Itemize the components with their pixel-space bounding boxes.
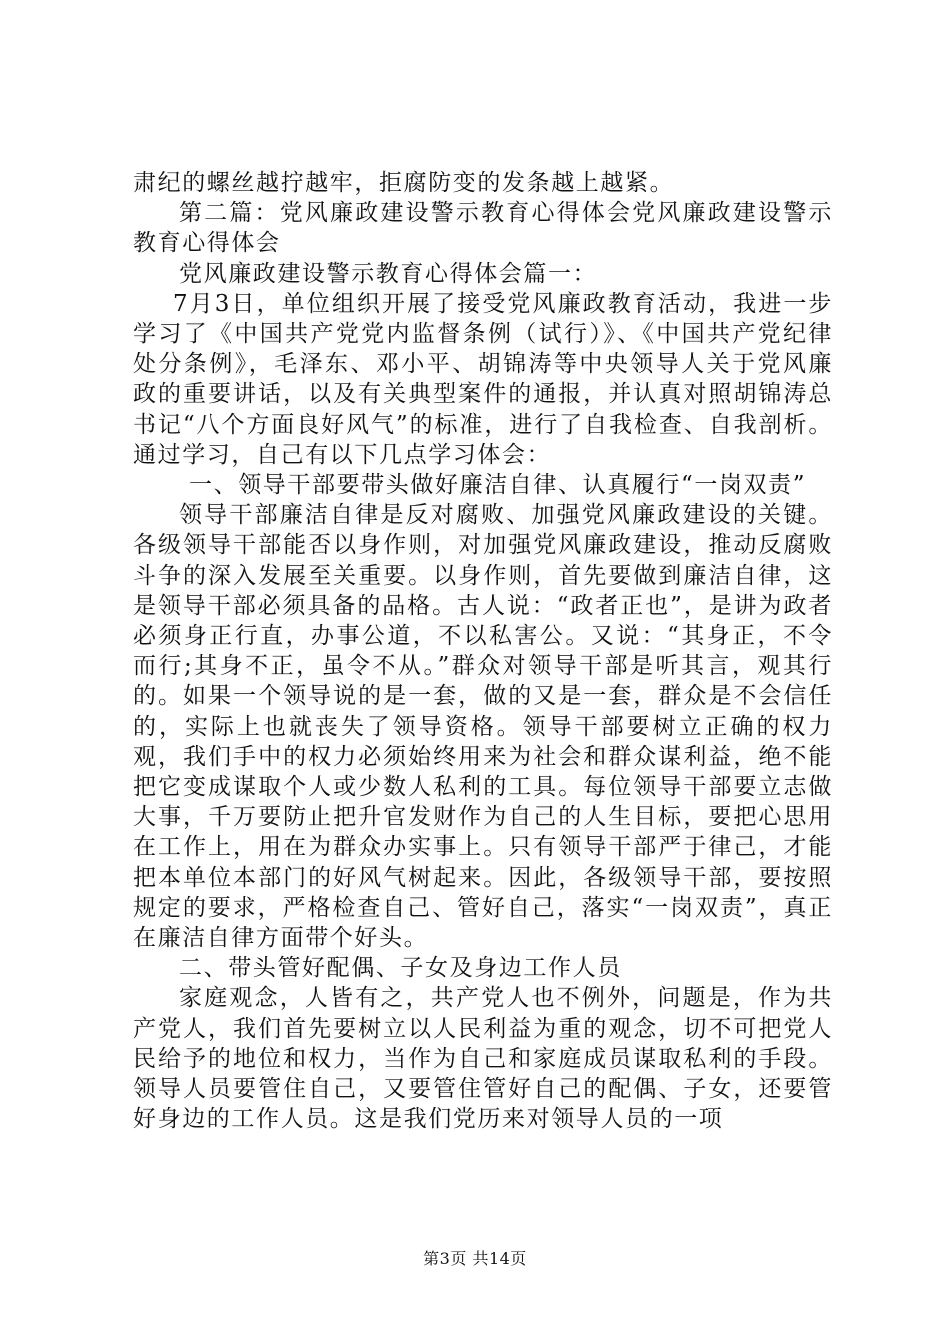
article-title: 党风廉政建设警示教育心得体会篇一： bbox=[179, 260, 598, 287]
subheading-one: 一、领导干部要带头做好廉洁自律、认真履行“一岗双责” bbox=[189, 472, 807, 499]
paragraph-continuation: 肃纪的螺丝越拧越牢，拒腐防变的发条越上越紧。 bbox=[133, 170, 675, 196]
document-body bbox=[133, 168, 833, 1135]
paragraph-self-discipline: 领导干部廉洁自律是反对腐败、加强党风廉政建设的关键。各级领导干部能否以身作则，对加强党风廉政建设，推动反腐败斗争的深入发展至关重要。以身作则，首先要做到廉洁自律，这是领导干部必须具备的品格。古人说：“政者正也”，是讲为政者必须身正行直，办事公道，不以私害公。又说：“其身正，不令而行;其身不正，虽令不从。”群众对领导干部是听其言，观其行的。如果一个领导说的是一套，做的又是一套，群众是不会信任的，实际上也就丧失了领导资格。领导干部要树立正确的权力观，我们手中的权力必须始终用来为社会和群众谋利益，绝不能把它变成谋取个人或少数人私利的工具。每位领导干部要立志做大事，千万要防止把升官发财作为自己的人生目标，要把心思用在工作上，用在为群众办实事上。只有领导干部严于律己，才能把本单位本部门的好风气树起来。因此，各级领导干部，要按照规定的要求，严格检查自己、管好自己，落实“一岗双责”，真正在廉洁自律方面带个好头。 bbox=[133, 502, 833, 952]
paragraph-intro: 7月3日，单位组织开展了接受党风廉政教育活动，我进一步学习了《中国共产党党内监督条例（试行）》、《中国共产党纪律处分条例》，毛泽东、邓小平、胡锦涛等中央领导人关于党风廉政的重要讲话，以及有关典型案件的通报，并认真对照胡锦涛总书记“八个方面良好风气”的标准，进行了自我检查、自我剖析。通过学习，自己有以下几点学习体会： bbox=[133, 290, 833, 468]
page-number-footer: 第3页 共14页 bbox=[423, 1249, 527, 1268]
subheading-two: 二、带头管好配偶、子女及身边工作人员 bbox=[179, 955, 622, 982]
paragraph-family: 家庭观念，人皆有之，共产党人也不例外，问题是，作为共产党人，我们首先要树立以人民利益为重的观念，切不可把党人民给予的地位和权力，当作为自己和家庭成员谋取私利的手段。领导人员要管住自己，又要管住管好自己的配偶、子女，还要管好身边的工作人员。这是我们党历来对领导人员的一项 bbox=[133, 985, 833, 1133]
section-heading-part-two: 第二篇：党风廉政建设警示教育心得体会党风廉政建设警示教育心得体会 bbox=[133, 200, 833, 257]
